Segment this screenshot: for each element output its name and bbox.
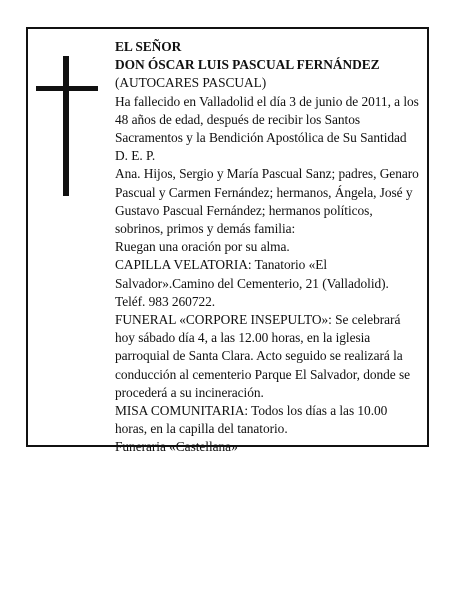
title-prefix: EL SEÑOR [115,39,182,54]
alias: (AUTOCARES PASCUAL) [115,75,267,91]
prayer-request: Ruegan una oración por su alma. [115,239,290,255]
funeral-home: Funeraria «Castellana» [115,439,238,455]
cross-icon [36,56,100,196]
funeral-info: FUNERAL «CORPORE INSEPULTO»: Se celebrará hoy sábado día 4, a las 12.00 horas, en la iglesia parroquial de Santa Clara. Acto seguido se realizará la conducción al cementerio Parque El Salvador, donde se procederá a su incineración. [115,312,411,400]
cross-horizontal-bar [36,86,98,91]
obituary-text [115,38,420,457]
deceased-name: DON ÓSCAR LUIS PASCUAL FERNÁNDEZ [115,57,380,73]
rip-line: D. E. P. [115,148,156,164]
death-statement: Ha fallecido en Valladolid el día 3 de junio de 2011, a los 48 años de edad, después de recibir los Santos Sacramentos y la Bendición Apostólica de Su Santidad [115,93,419,146]
mass-info: MISA COMUNITARIA: Todos los días a las 10.00 horas, en la capilla del tanatorio. [115,403,388,437]
cross-vertical-bar [63,56,69,196]
chapel-info: CAPILLA VELATORIA: Tanatorio «El Salvador».Camino del Cementerio, 21 (Valladolid). Teléf. 983 260722. [115,257,389,309]
family-list: Ana. Hijos, Sergio y María Pascual Sanz; padres, Genaro Pascual y Carmen Fernández; hermanos, Ángela, José y Gustavo Pascual Fernández; hermanos políticos, sobrinos, primos y demás familia: [115,166,419,237]
